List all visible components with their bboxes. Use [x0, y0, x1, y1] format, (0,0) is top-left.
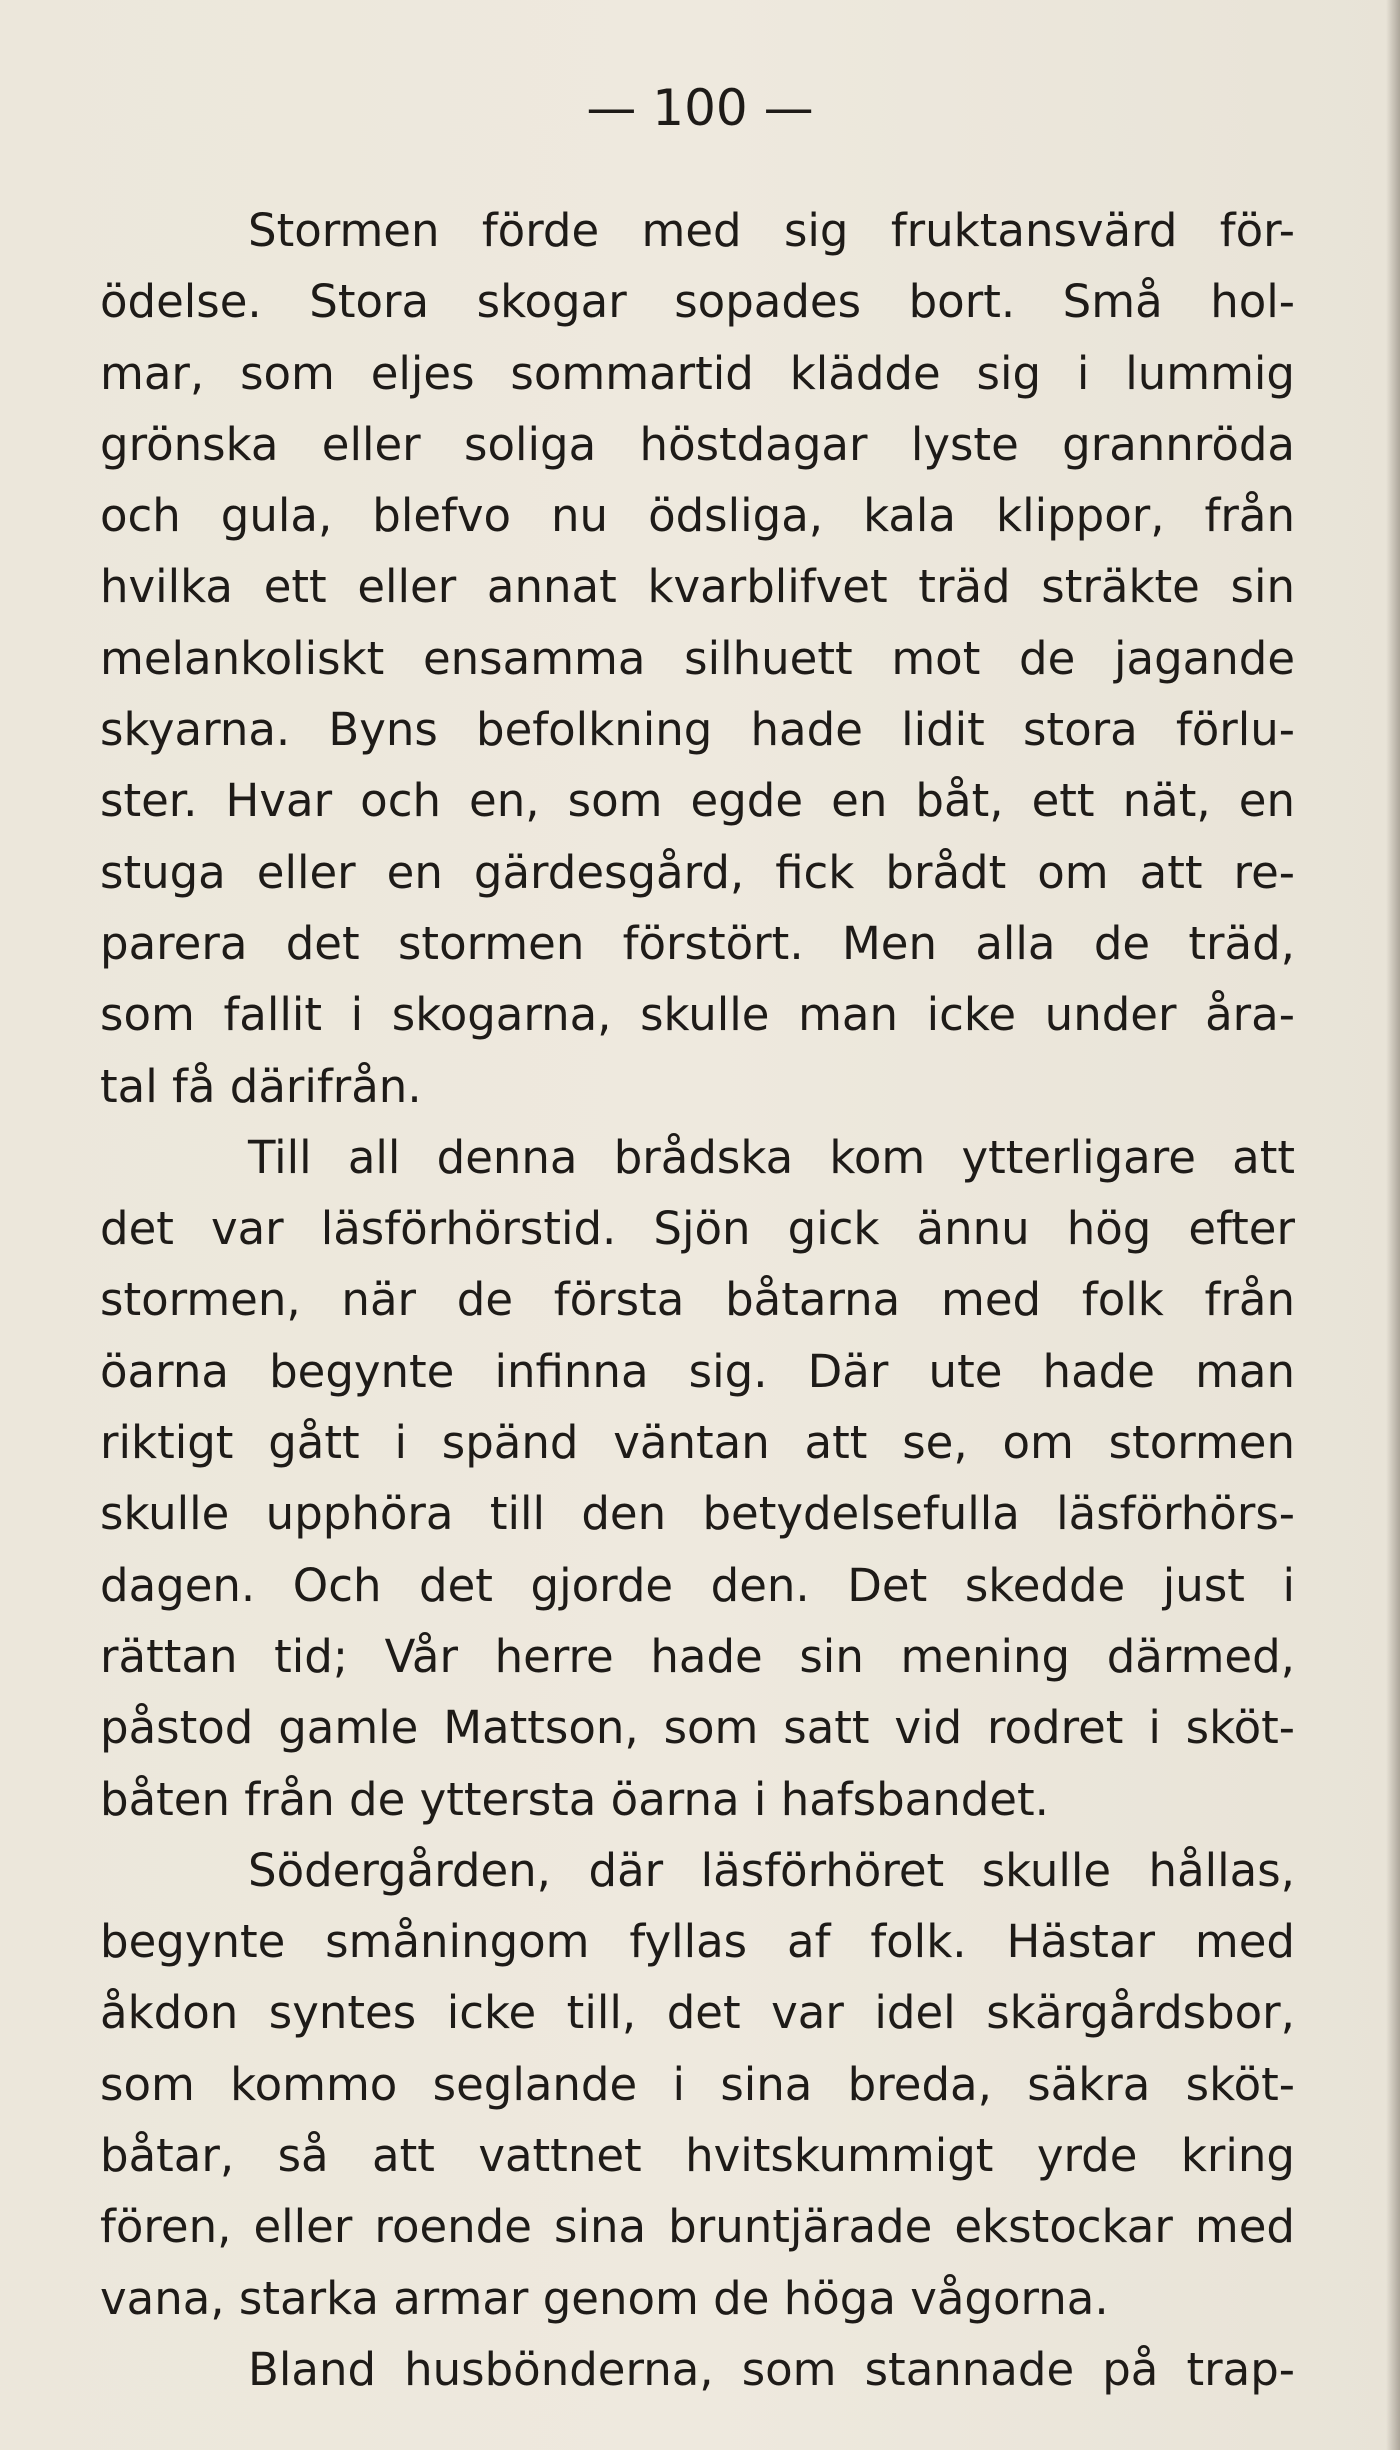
text-line: Till all denna brådska kom ytterligare att: [248, 1130, 1295, 1184]
text-line: det var läsförhörstid. Sjön gick ännu hög efter: [100, 1202, 1295, 1256]
text-line: skyarna. Byns befolkning hade lidit stora förlu-: [100, 703, 1295, 757]
text-line: Bland husbönderna, som stannade på trap-: [248, 2342, 1295, 2396]
text-line: rättan tid; Vår herre hade sin mening därmed,: [100, 1629, 1295, 1683]
text-line: stormen, när de första båtarna med folk från: [100, 1273, 1295, 1327]
page-edge-shadow: [1386, 0, 1400, 2450]
text-line: fören, eller roende sina bruntjärade ekstockar med: [100, 2200, 1295, 2254]
text-line: åkdon syntes icke till, det var idel skärgårdsbor,: [100, 1986, 1295, 2040]
text-line: grönska eller soliga höstdagar lyste grannröda: [100, 417, 1295, 471]
text-line: parera det stormen förstört. Men alla de träd,: [100, 916, 1295, 970]
text-line: Södergården, där läsförhöret skulle hållas,: [248, 1843, 1295, 1897]
text-line: tal få därifrån.: [100, 1059, 422, 1113]
text-line: melankoliskt ensamma silhuett mot de jagande: [100, 631, 1295, 685]
text-line: hvilka ett eller annat kvarblifvet träd sträkte sin: [100, 560, 1295, 614]
text-line: och gula, blefvo nu ödsliga, kala klippor, från: [100, 489, 1295, 543]
text-line: ster. Hvar och en, som egde en båt, ett nät, en: [100, 774, 1295, 828]
text-line: båtar, så att vattnet hvitskummigt yrde kring: [100, 2129, 1295, 2183]
text-line: påstod gamle Mattson, som satt vid rodret i sköt-: [100, 1701, 1295, 1755]
text-line: som kommo seglande i sina breda, säkra sköt-: [100, 2057, 1295, 2111]
text-line: dagen. Och det gjorde den. Det skedde just i: [100, 1558, 1295, 1612]
text-line: båten från de yttersta öarna i hafsbandet.: [100, 1772, 1049, 1826]
text-line: skulle upphöra till den betydelsefulla läsförhörs-: [100, 1487, 1295, 1541]
body-text: [100, 195, 1295, 2405]
page-number: — 100 —: [586, 79, 814, 137]
text-line: vana, starka armar genom de höga vågorna.: [100, 2271, 1109, 2325]
text-line: riktigt gått i spänd väntan att se, om stormen: [100, 1416, 1295, 1470]
text-line: begynte småningom fyllas af folk. Hästar med: [100, 1915, 1295, 1969]
text-line: Stormen förde med sig fruktansvärd för-: [248, 204, 1295, 257]
text-line: som fallit i skogarna, skulle man icke under åra-: [100, 988, 1295, 1042]
text-line: mar, som eljes sommartid klädde sig i lummig: [100, 346, 1295, 400]
text-line: ödelse. Stora skogar sopades bort. Små hol-: [100, 275, 1295, 329]
text-line: stuga eller en gärdesgård, fick brådt om att re-: [100, 845, 1295, 899]
text-line: öarna begynte infinna sig. Där ute hade man: [100, 1344, 1295, 1398]
